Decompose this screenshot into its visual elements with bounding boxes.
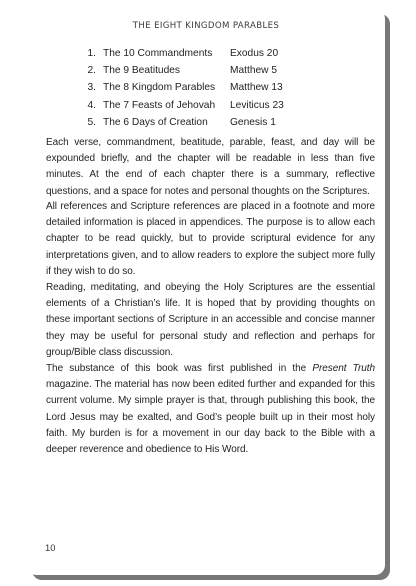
paragraph-text: The substance of this book was first published in the (46, 363, 313, 374)
magazine-title: Present Truth (312, 363, 375, 374)
list-item-number: 5. (87, 116, 96, 128)
list-item-title: The 7 Feasts of Jehovah (103, 99, 216, 111)
paragraph-scripture-reading: Reading, meditating, and obeying the Holy Scriptures are the essential elements of a Christian’s life. It is hoped that by providing thoughts on these important sections of Scripture in an accessible and concise manner they may be useful for personal study and reflection and perhaps for group/Bible class discussion. (46, 282, 375, 358)
running-head: THE EIGHT KINGDOM PARABLES (132, 21, 280, 31)
book-page (27, 9, 385, 575)
list-item-reference: Leviticus 23 (230, 99, 284, 111)
list-item-number: 2. (87, 65, 96, 77)
list-item-number: 4. (87, 99, 96, 111)
list-item-title: The 10 Commandments (103, 48, 213, 59)
list-item-number: 1. (87, 48, 96, 59)
list-item-reference: Matthew 13 (230, 82, 283, 94)
page-number: 10 (45, 542, 56, 553)
list-item-title: The 8 Kingdom Parables (103, 82, 216, 94)
list-item-reference: Matthew 5 (230, 65, 277, 77)
paragraph-publication (46, 361, 375, 458)
paragraph-references: All references and Scripture references are placed in a footnote and more detailed information is placed in appendices. The purpose is to allow each chapter to be read quickly, but to provide scriptural evidence for any interpretations given, and to allow readers to explore the subject more fully if they wish to do so. (46, 201, 375, 277)
paragraph-text: magazine. The material has now been edited further and expanded for this current volume. My simple prayer is that, through publishing this book, the Lord Jesus may be exalted, and God’s people built up in their most holy faith. My burden is for a movement in our day back to the Bible with a deeper reverence and obedience to His Word. (46, 379, 375, 456)
list-item-reference: Genesis 1 (230, 116, 276, 128)
list-item-title: The 9 Beatitudes (103, 65, 181, 77)
list-item-title: The 6 Days of Creation (103, 116, 208, 128)
paragraph-chapter-format: Each verse, commandment, beatitude, parable, feast, and day will be expounded briefly, and the chapter will be readable in less than five minutes. At the end of each chapter there is a summary, reflective questions, and a space for notes and personal thoughts on the Scriptures. (46, 137, 375, 197)
list-item-number: 3. (87, 82, 96, 94)
list-item-reference: Exodus 20 (230, 48, 279, 59)
